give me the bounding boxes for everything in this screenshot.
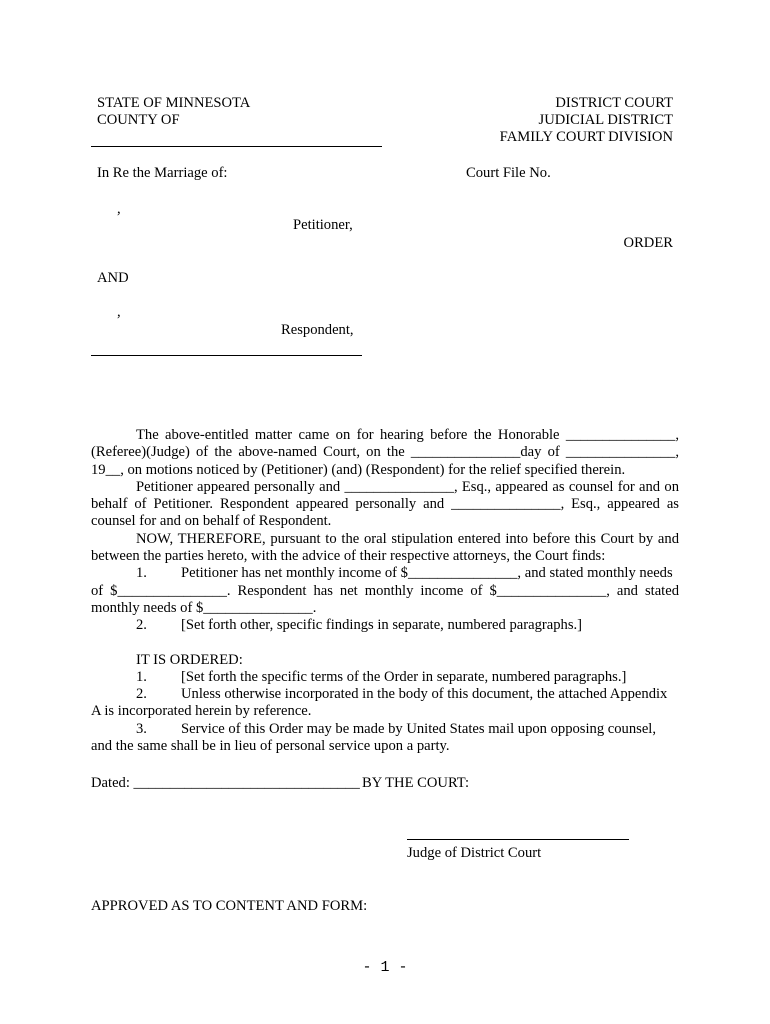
order-1-number: 1. [136, 668, 147, 685]
county-underline [91, 146, 382, 147]
division-label: FAMILY COURT DIVISION [499, 129, 673, 145]
caption-underline [91, 355, 362, 356]
judge-signature-line [407, 839, 629, 840]
document-title: ORDER [623, 235, 673, 251]
finding-1-line3: monthly needs of $_______________. [91, 599, 317, 616]
order-2-line2: A is incorporated herein by reference. [91, 703, 312, 720]
petitioner-name-comma: , [117, 201, 121, 217]
order-body [91, 427, 679, 755]
order-3-line1 [91, 721, 679, 738]
finding-2-number: 2. [136, 617, 147, 634]
appearance-paragraph: Petitioner appeared personally and _______________, Esq., appeared as counsel for and on behalf of Petitioner. Respondent appeared personally and _______________, Esq., appeared as counsel for and on behalf of Respondent. [91, 478, 679, 530]
finding-2-text: [Set forth other, specific findings in separate, numbered paragraphs.] [181, 617, 583, 634]
state-label: STATE OF MINNESOTA [97, 95, 251, 111]
county-label: COUNTY OF [97, 112, 180, 128]
district-label: JUDICIAL DISTRICT [538, 112, 673, 128]
finding-1-line1 [91, 565, 679, 582]
order-3-number: 3. [136, 720, 147, 737]
order-3-text: Service of this Order may be made by United States mail upon opposing counsel, [181, 720, 657, 737]
petitioner-label: Petitioner, [293, 217, 353, 233]
court-file-label: Court File No. [466, 165, 551, 181]
finding-1-text: Petitioner has net monthly income of $_______________, and stated monthly needs [181, 565, 673, 582]
order-2-text: Unless otherwise incorporated in the body of this document, the attached Appendix [181, 686, 668, 703]
order-2-line1 [91, 686, 679, 703]
order-3-line2: and the same shall be in lieu of personal service upon a party. [91, 738, 450, 755]
approved-heading: APPROVED AS TO CONTENT AND FORM: [91, 898, 368, 914]
hearing-paragraph-line1: The above-entitled matter came on for hearing before the Honorable _______________, [136, 427, 679, 443]
finding-1-number: 1. [136, 565, 147, 582]
hearing-paragraph-line2: (Referee)(Judge) of the above-named Court, on the _______________day of _______________, [91, 444, 679, 461]
order-2-number: 2. [136, 686, 147, 703]
finding-2 [91, 617, 679, 634]
and-label: AND [97, 270, 129, 286]
in-re-label: In Re the Marriage of: [97, 165, 228, 181]
respondent-name-comma: , [117, 304, 121, 320]
respondent-label: Respondent, [281, 322, 354, 338]
court-label: DISTRICT COURT [555, 95, 673, 111]
order-1 [91, 669, 679, 686]
it-is-ordered-heading: IT IS ORDERED: [136, 651, 243, 668]
judge-label: Judge of District Court [407, 845, 542, 861]
order-1-text: [Set forth the specific terms of the Order in separate, numbered paragraphs.] [181, 668, 627, 685]
therefore-paragraph: NOW, THEREFORE, pursuant to the oral stipulation entered into before this Court by and between the parties hereto, with the advice of their respective attorneys, the Court finds: [91, 530, 679, 565]
dated-line: Dated: _______________________________ [91, 775, 360, 791]
hearing-paragraph-line3: 19__, on motions noticed by (Petitioner) (and) (Respondent) for the relief specified therein. [91, 461, 626, 478]
page-number: - 1 - [362, 959, 408, 976]
by-the-court-label: BY THE COURT: [362, 775, 470, 791]
finding-1-line2: of $_______________. Respondent has net monthly income of $_______________, and stated [91, 582, 679, 599]
